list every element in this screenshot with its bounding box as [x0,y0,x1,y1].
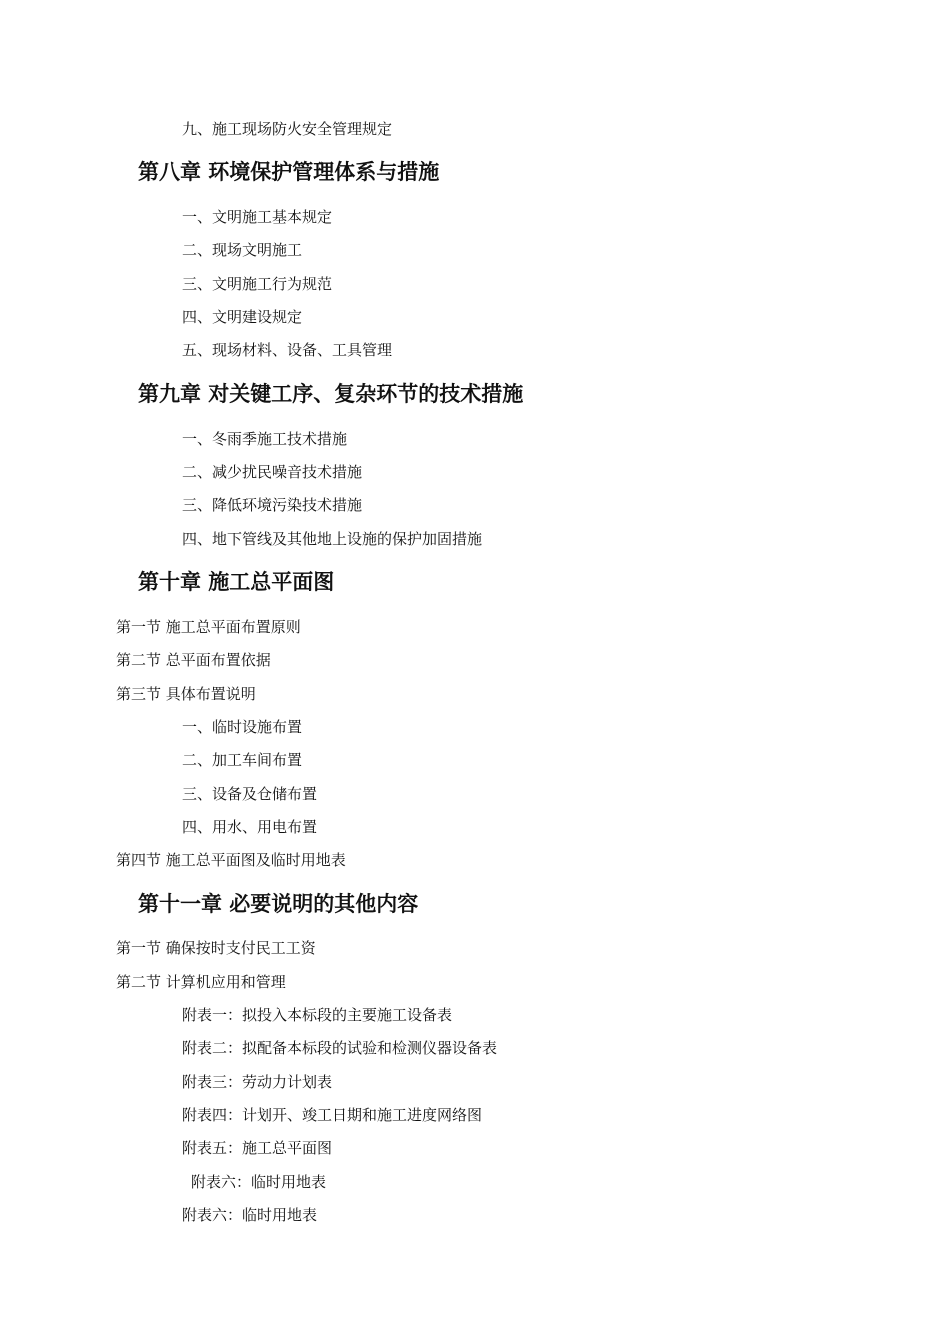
chapter-heading-8: 第八章 环境保护管理体系与措施 [138,160,440,184]
toc-item: 一、临时设施布置 [182,718,303,736]
toc-item: 二、加工车间布置 [182,751,303,769]
chapter-heading-11: 第十一章 必要说明的其他内容 [138,892,419,916]
toc-item: 四、用水、用电布置 [182,818,318,836]
toc-section: 第四节 施工总平面图及临时用地表 [116,851,346,869]
toc-appendix: 附表六：临时用地表 [191,1173,327,1191]
toc-appendix: 附表四：计划开、竣工日期和施工进度网络图 [182,1106,483,1124]
toc-item: 四、地下管线及其他地上设施的保护加固措施 [182,530,483,548]
toc-item: 三、降低环境污染技术措施 [182,496,363,514]
toc-section: 第一节 施工总平面布置原则 [116,618,301,636]
toc-section: 第一节 确保按时支付民工工资 [116,939,316,957]
toc-section: 第二节 总平面布置依据 [116,651,271,669]
toc-appendix: 附表一：拟投入本标段的主要施工设备表 [182,1006,453,1024]
toc-appendix: 附表三：劳动力计划表 [182,1073,333,1091]
chapter-heading-9: 第九章 对关键工序、复杂环节的技术措施 [138,382,524,406]
toc-item: 一、文明施工基本规定 [182,208,333,226]
toc-item: 五、现场材料、设备、工具管理 [182,341,393,359]
toc-section: 第二节 计算机应用和管理 [116,973,286,991]
toc-item: 九、施工现场防火安全管理规定 [182,120,393,138]
toc-item: 一、冬雨季施工技术措施 [182,430,348,448]
chapter-heading-10: 第十章 施工总平面图 [138,570,335,594]
toc-item: 三、设备及仓储布置 [182,785,318,803]
toc-appendix: 附表二：拟配备本标段的试验和检测仪器设备表 [182,1039,498,1057]
toc-item: 二、减少扰民噪音技术措施 [182,463,363,481]
toc-item: 四、文明建设规定 [182,308,303,326]
toc-section: 第三节 具体布置说明 [116,685,256,703]
toc-item: 二、现场文明施工 [182,241,303,259]
toc-appendix: 附表六：临时用地表 [182,1206,318,1224]
toc-item: 三、文明施工行为规范 [182,275,333,293]
toc-appendix: 附表五：施工总平面图 [182,1139,333,1157]
